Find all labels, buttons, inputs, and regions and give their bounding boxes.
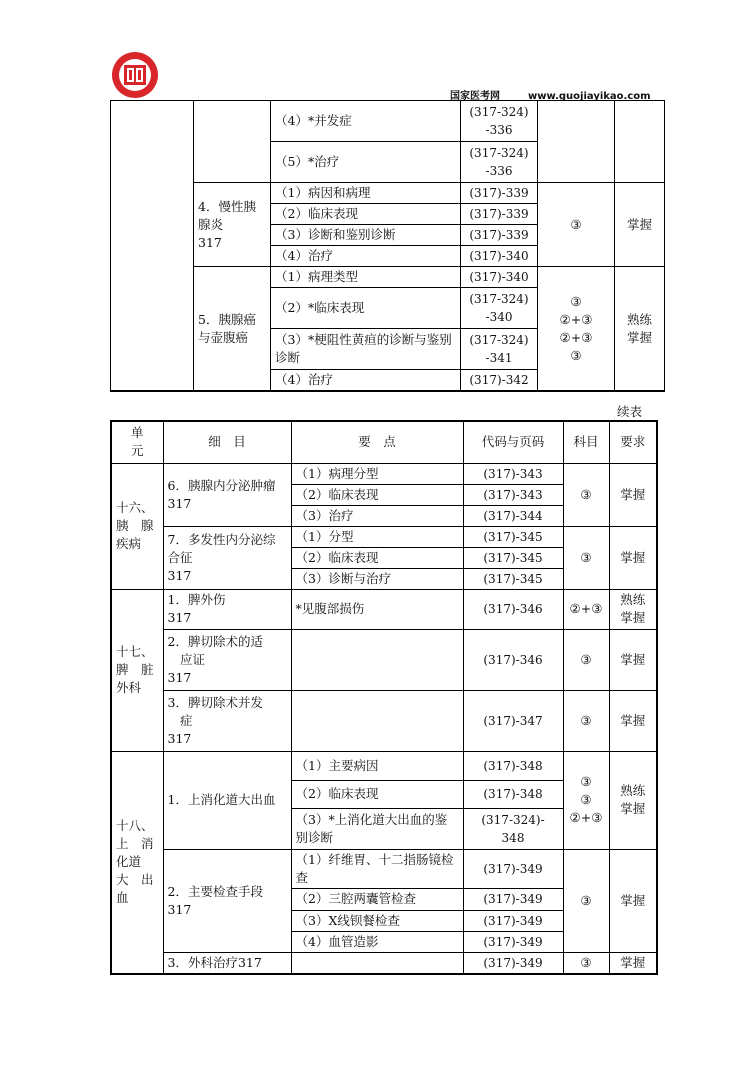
point-cell: （4）治疗	[271, 370, 461, 392]
code-cell: (317)-345	[463, 547, 563, 568]
point-cell: （2）临床表现	[291, 547, 463, 568]
item-cell: 6．胰腺内分泌肿瘤 317	[163, 463, 291, 526]
table-row	[111, 526, 657, 547]
code-cell: (317)-349	[463, 849, 563, 888]
point-cell: （1）病因和病理	[271, 183, 461, 204]
code-cell: (317-324) -336	[461, 142, 538, 183]
subject-cell: ③	[563, 952, 609, 974]
code-cell: (317)-347	[463, 690, 563, 751]
unit-cell: 十八、 上 消 化道 大 出 血	[111, 751, 163, 974]
site-url[interactable]: www.guojiayikao.com	[528, 91, 651, 102]
header-row	[111, 421, 657, 463]
subject-cell: ③	[563, 526, 609, 589]
req-cell: 掌握	[609, 526, 657, 589]
code-cell: (317)-339	[461, 225, 538, 246]
table-row	[111, 267, 665, 288]
point-cell: （3）*梗阻性黄疸的诊断与鉴别诊断	[271, 329, 461, 370]
code-cell: (317)-348	[463, 780, 563, 808]
point-cell: （3）X线钡餐检查	[291, 910, 463, 931]
header-point: 要 点	[291, 421, 463, 463]
req-cell: 掌握	[615, 183, 665, 267]
req-cell: 掌握	[609, 463, 657, 526]
table-row	[111, 463, 657, 484]
code-cell: (317-324)- 348	[463, 808, 563, 849]
code-cell: (317-324) -341	[461, 329, 538, 370]
item-cell: 3．外科治疗317	[163, 952, 291, 974]
point-cell: （1）分型	[291, 526, 463, 547]
point-cell: （2）临床表现	[291, 484, 463, 505]
point-cell: （1）病理分型	[291, 463, 463, 484]
item-cell: 7．多发性内分泌综合征 317	[163, 526, 291, 589]
code-cell: (317)-339	[461, 204, 538, 225]
table-row	[111, 589, 657, 629]
code-cell: (317)-339	[461, 183, 538, 204]
code-cell: (317)-343	[463, 463, 563, 484]
header-code: 代码与页码	[463, 421, 563, 463]
code-cell: (317)-340	[461, 246, 538, 267]
req-cell	[615, 101, 665, 183]
req-cell: 掌握	[609, 849, 657, 952]
code-cell: (317)-349	[463, 952, 563, 974]
req-cell: 熟练 掌握	[609, 589, 657, 629]
item-cell: 5．胰腺癌与壶腹癌	[194, 267, 271, 392]
item-cell: 4．慢性胰腺炎 317	[194, 183, 271, 267]
point-cell: （4）血管造影	[291, 931, 463, 952]
table-row	[111, 751, 657, 780]
point-cell: （3）*上消化道大出血的鉴别诊断	[291, 808, 463, 849]
code-cell: (317)-349	[463, 931, 563, 952]
point-cell	[291, 690, 463, 751]
item-cell: 2．主要检查手段 317	[163, 849, 291, 952]
code-cell: (317)-342	[461, 370, 538, 392]
subject-cell: ③ ③ ②+③	[563, 751, 609, 849]
item-cell: 3．脾切除术并发 症 317	[163, 690, 291, 751]
req-cell: 掌握	[609, 629, 657, 690]
table-row	[111, 849, 657, 888]
table-row	[111, 101, 665, 142]
point-cell: （3）诊断和鉴别诊断	[271, 225, 461, 246]
item-cell	[194, 101, 271, 183]
req-cell: 熟练 掌握	[615, 267, 665, 392]
unit-cell	[111, 101, 194, 392]
code-cell: (317)-343	[463, 484, 563, 505]
code-cell: (317-324) -336	[461, 101, 538, 142]
eo-seal-logo	[110, 50, 160, 100]
point-cell: （2）临床表现	[291, 780, 463, 808]
subject-cell: ③	[563, 849, 609, 952]
item-cell: 2．脾切除术的适 应证 317	[163, 629, 291, 690]
code-cell: (317-324) -340	[461, 288, 538, 329]
code-cell: (317)-344	[463, 505, 563, 526]
point-cell: （1）主要病因	[291, 751, 463, 780]
point-cell: （5）*治疗	[271, 142, 461, 183]
point-cell: （2）*临床表现	[271, 288, 461, 329]
point-cell: *见腹部损伤	[291, 589, 463, 629]
code-cell: (317)-345	[463, 568, 563, 589]
table-row	[111, 952, 657, 974]
code-cell: (317)-340	[461, 267, 538, 288]
table-row	[111, 629, 657, 690]
site-name: 国家医考网	[450, 91, 500, 102]
req-cell: 熟练 掌握	[609, 751, 657, 849]
subject-cell: ②+③	[563, 589, 609, 629]
unit-cell: 十六、 胰 腺 疾病	[111, 463, 163, 589]
table-row	[111, 690, 657, 751]
point-cell: （2）临床表现	[271, 204, 461, 225]
req-cell: 掌握	[609, 690, 657, 751]
point-cell: （3）诊断与治疗	[291, 568, 463, 589]
item-cell: 1．上消化道大出血	[163, 751, 291, 849]
point-cell: （3）治疗	[291, 505, 463, 526]
point-cell: （4）*并发症	[271, 101, 461, 142]
subject-cell: ③ ②+③ ②+③ ③	[538, 267, 615, 392]
table-continued	[110, 100, 665, 392]
continued-label: 续表	[617, 404, 643, 419]
item-cell: 1．脾外伤 317	[163, 589, 291, 629]
point-cell	[291, 952, 463, 974]
point-cell: （1）病理类型	[271, 267, 461, 288]
point-cell: （1）纤维胃、十二指肠镜检查	[291, 849, 463, 888]
subject-cell	[538, 101, 615, 183]
subject-cell: ③	[563, 629, 609, 690]
code-cell: (317)-349	[463, 888, 563, 910]
code-cell: (317)-348	[463, 751, 563, 780]
unit-cell: 十七、 脾 脏 外科	[111, 589, 163, 751]
subject-cell: ③	[563, 463, 609, 526]
point-cell	[291, 629, 463, 690]
code-cell: (317)-345	[463, 526, 563, 547]
req-cell: 掌握	[609, 952, 657, 974]
code-cell: (317)-349	[463, 910, 563, 931]
header-unit: 单 元	[111, 421, 163, 463]
header-subject: 科目	[563, 421, 609, 463]
subject-cell: ③	[563, 690, 609, 751]
code-cell: (317)-346	[463, 629, 563, 690]
table-row	[111, 183, 665, 204]
point-cell: （2）三腔两囊管检查	[291, 888, 463, 910]
header-req: 要求	[609, 421, 657, 463]
code-cell: (317)-346	[463, 589, 563, 629]
subject-cell: ③	[538, 183, 615, 267]
point-cell: （4）治疗	[271, 246, 461, 267]
header-item: 细 目	[163, 421, 291, 463]
table-main	[110, 420, 658, 975]
